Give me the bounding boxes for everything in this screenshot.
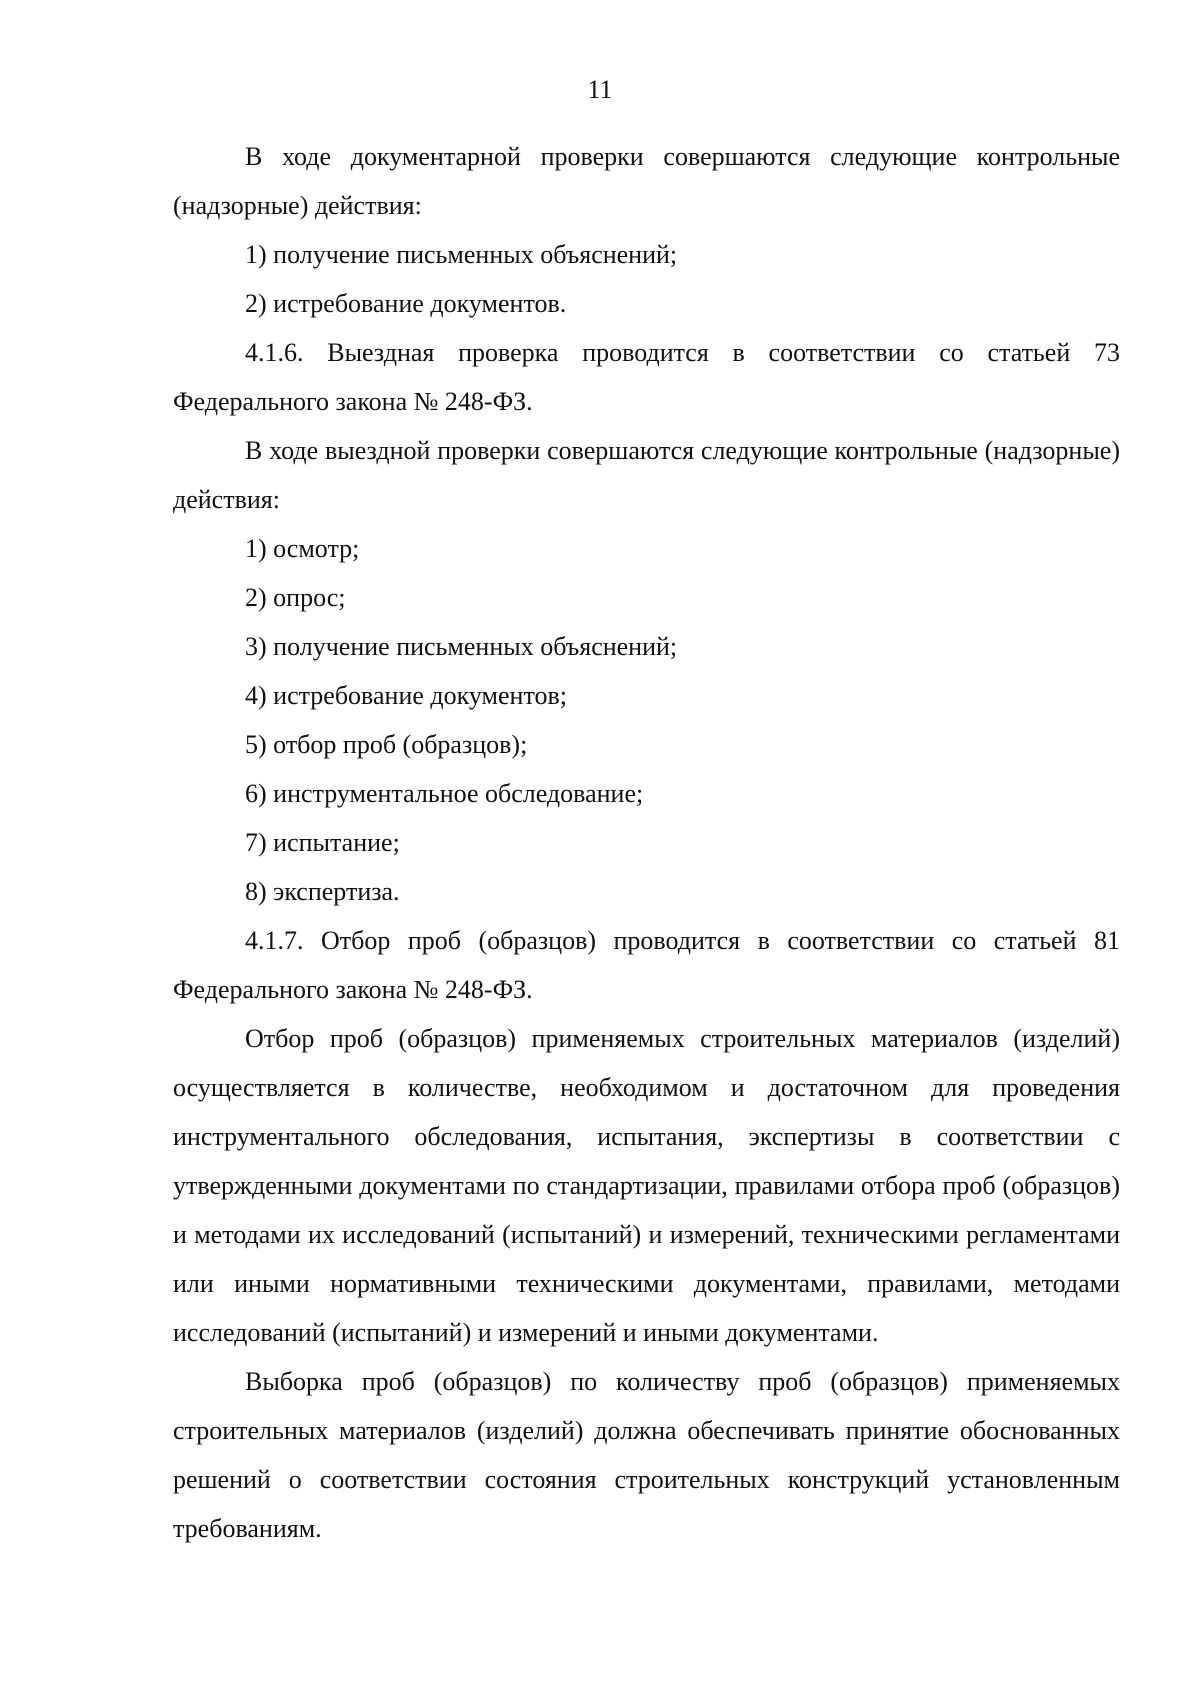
document-body [173,132,1120,1553]
list-item: 4) истребование документов; [245,681,567,710]
list-item: 5) отбор проб (образцов); [245,730,528,759]
list-item: 8) экспертиза. [245,877,400,906]
paragraph-sample-selection: Выборка проб (образцов) по количеству проб (образцов) применяемых строительных материалов (изделий) должна обеспечивать принятие обоснованных решений о соответствии состояния строительных конструкций установленным требованиям. [173,1367,1120,1543]
list-item: 2) истребование документов. [245,289,567,318]
page-number: 11 [587,75,613,104]
paragraph-documentary-check-actions: В ходе документарной проверки совершаются следующие контрольные (надзорные) действия: [173,142,1120,220]
list-item: 7) испытание; [245,828,400,857]
list-item: 1) осмотр; [245,534,360,563]
paragraph-section-4-1-6: 4.1.6. Выездная проверка проводится в соответствии со статьей 73 Федерального закона № 248-ФЗ. [173,338,1120,416]
paragraph-section-4-1-7: 4.1.7. Отбор проб (образцов) проводится в соответствии со статьей 81 Федерального закона № 248-ФЗ. [173,926,1120,1004]
paragraph-field-check-actions: В ходе выездной проверки совершаются следующие контрольные (надзорные) действия: [173,436,1120,514]
list-item: 6) инструментальное обследование; [245,779,644,808]
list-item: 3) получение письменных объяснений; [245,632,678,661]
list-item: 2) опрос; [245,583,346,612]
paragraph-sampling-materials: Отбор проб (образцов) применяемых строительных материалов (изделий) осуществляется в количестве, необходимом и достаточном для проведения инструментального обследования, испытания, экспертизы в соответствии с утвержденными документами по стандартизации, правилами отбора проб (образцов) и методами их исследований (испытаний) и измерений, техническими регламентами или иными нормативными техническими документами, правилами, методами исследований (испытаний) и измерений и иными документами. [173,1024,1120,1347]
list-item: 1) получение письменных объяснений; [245,240,678,269]
